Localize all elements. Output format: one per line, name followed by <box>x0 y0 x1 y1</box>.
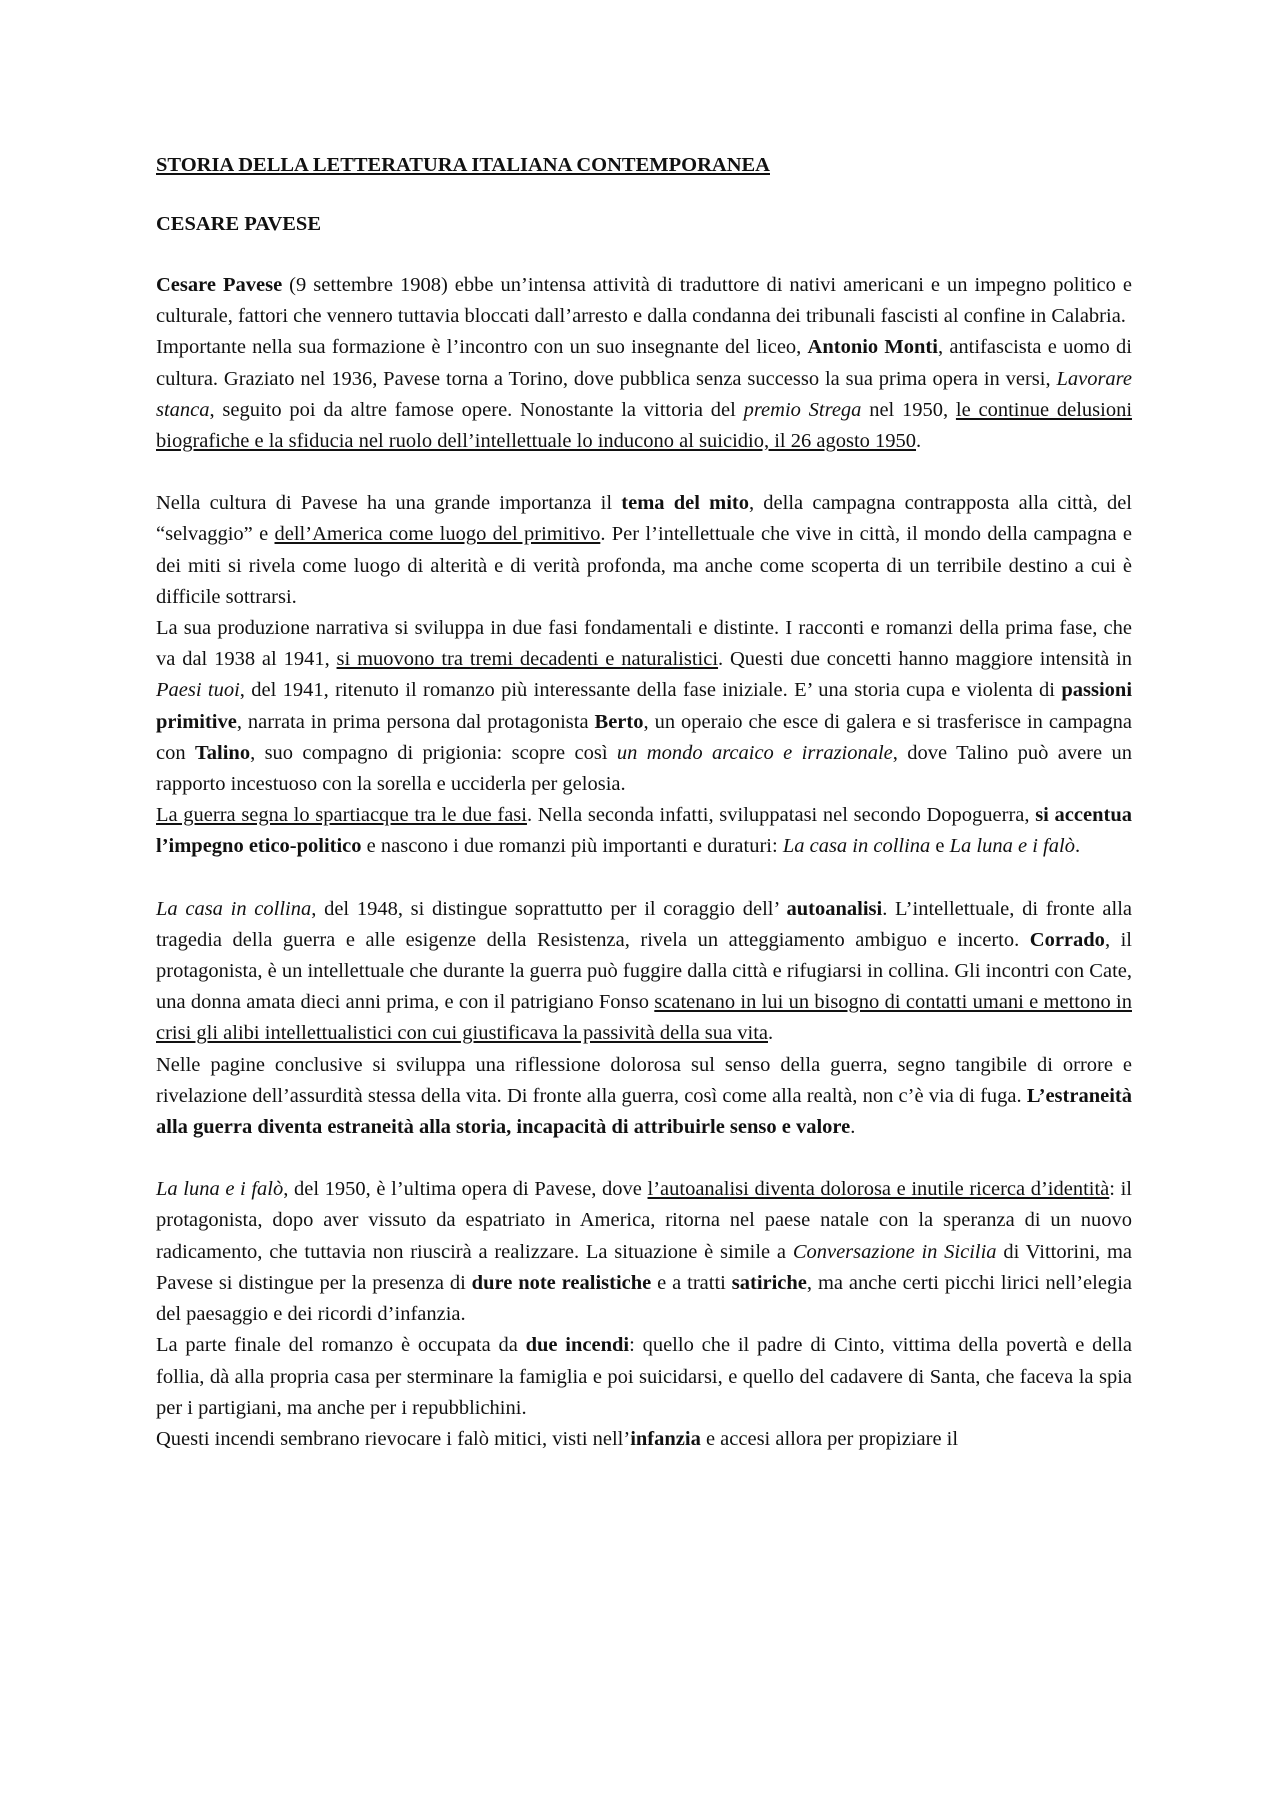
text-run: Questi incendi sembrano rievocare i falò mitici, visti nell’ <box>156 1427 631 1450</box>
text-run: (9 settembre 1908) ebbe un’intensa attività di traduttore di nativi americani e un impegno politico e culturale, fattori che vennero tuttavia bloccati dall’arresto e dalla condanna dei tribunali fascisti al confine in Calabria. <box>156 274 1133 328</box>
text-run: La parte finale del romanzo è occupata da <box>156 1334 526 1357</box>
text-run: , ma anche certi picchi lirici nell’elegia del paesaggio e dei ricordi d’infanzia. <box>156 1271 1132 1326</box>
paragraph <box>156 270 1132 332</box>
italic-text: premio Strega <box>743 398 862 421</box>
italic-text: La casa in collina <box>782 835 931 858</box>
paragraph <box>156 800 1132 862</box>
bold-text: Berto <box>594 710 644 733</box>
italic-text: un mondo arcaico e irrazionale <box>616 741 893 764</box>
bold-text: Cesare Pavese <box>156 274 283 296</box>
text-run: . <box>916 430 922 453</box>
bold-text: satiriche <box>731 1271 807 1294</box>
text-run: , del 1948, si distingue soprattutto per il coraggio dell’ <box>311 897 787 920</box>
bold-text: tema del mito <box>621 492 749 515</box>
text-run: , seguito poi da altre famose opere. Nonostante la vittoria del <box>209 398 744 421</box>
italic-text: La luna e i falò <box>156 1178 284 1201</box>
text-run: . Per l’intellettuale che vive in città, il mondo della campagna e dei miti si rivela come luogo di alterità e di verità profonda, ma anche come scoperta di un terribile destino a cui è difficile sottrarsi. <box>156 523 1133 608</box>
text-run: di Vittorini, ma Pavese si distingue per la presenza di <box>156 1240 1132 1294</box>
text-run: , il protagonista, è un intellettuale che durante la guerra può fuggire dalla città e rifugiarsi in collina. Gli incontri con Cate, una donna amata dieci anni prima, e con il patrigiano Fonso <box>156 928 1132 1014</box>
bold-text: dure note realistiche <box>471 1271 652 1294</box>
italic-text: Paesi tuoi <box>156 679 240 702</box>
text-run: , del 1950, è l’ultima opera di Pavese, dove <box>283 1178 648 1201</box>
bold-text: si accentua l’impegno etico-politico <box>156 804 1132 858</box>
paragraph <box>156 1330 1132 1424</box>
paragraph <box>156 488 1132 613</box>
paragraph-gap <box>156 457 1132 488</box>
underlined-text: si muovono tra tremi decadenti e naturalistici <box>336 648 719 671</box>
section-title: CESARE PAVESE <box>156 213 322 235</box>
text-run: Importante nella sua formazione è l’incontro con un suo insegnante del liceo, <box>156 336 808 359</box>
underlined-text: dell’America come luogo del primitivo <box>274 523 601 546</box>
text-run: . <box>850 1116 856 1139</box>
text-run: . Questi due concetti hanno maggiore intensità in <box>718 648 1132 671</box>
italic-text: Conversazione in Sicilia <box>792 1240 997 1263</box>
text-run: , antifascista e uomo di cultura. Graziato nel 1936, Pavese torna a Torino, dove pubblica senza successo la sua prima opera in versi, <box>156 336 1132 390</box>
paragraph-gap <box>156 1143 1132 1174</box>
underlined-text: l’autoanalisi diventa dolorosa e inutile ricerca d’identità <box>647 1178 1110 1201</box>
document-page <box>156 150 1132 1455</box>
bold-text: Talino <box>194 741 251 764</box>
text-run: , dove Talino può avere un rapporto incestuoso con la sorella e ucciderla per gelosia. <box>156 741 1132 796</box>
underlined-text: le continue delusioni biografiche e la sfiducia nel ruolo dell’intellettuale lo inducono al suicidio, il 26 agosto 1950 <box>156 398 1133 453</box>
paragraph <box>156 1050 1132 1144</box>
text-run: Nelle pagine conclusive si sviluppa una riflessione dolorosa sul senso della guerra, segno tangibile di orrore e rivelazione dell’assurdità stessa della vita. Di fronte alla guerra, così come alla realtà, non c’è via di fuga. <box>156 1053 1132 1107</box>
paragraph-gap <box>156 863 1132 894</box>
text-run: La sua produzione narrativa si sviluppa in due fasi fondamentali e distinte. I racconti e romanzi della prima fase, che va dal 1938 al 1941, <box>156 617 1132 671</box>
text-run: e <box>930 835 950 858</box>
paragraph <box>156 1174 1132 1330</box>
bold-text: due incendi <box>525 1334 630 1357</box>
text-run: . L’intellettuale, di fronte alla tragedia della guerra e alle esigenze della Resistenza, rivela un atteggiamento ambiguo e incerto. <box>156 897 1133 951</box>
underlined-text: La guerra segna lo spartiacque tra le due fasi <box>156 804 527 827</box>
text-run: . <box>1074 835 1081 858</box>
italic-text: La casa in collina <box>156 897 312 920</box>
italic-text: La luna e i falò <box>949 835 1075 858</box>
text-run: : quello che il padre di Cinto, vittima della povertà e della follia, dà alla propria casa per sterminare la famiglia e poi suicidarsi, e quello del cadavere di Santa, che faceva la spia per i partigiani, ma anche per i repubblichini. <box>156 1334 1132 1419</box>
paragraph <box>156 894 1132 1050</box>
bold-text: Antonio Monti <box>807 336 938 359</box>
text-run: , della campagna contrapposta alla città, del “selvaggio” e <box>156 492 1133 546</box>
underlined-text: scatenano in lui un bisogno di contatti umani e mettono in crisi gli alibi intellettualistici con cui giustificava la passività della sua vita <box>156 991 1132 1045</box>
text-run: , un operaio che esce di galera e si trasferisce in campagna con <box>156 710 1132 764</box>
bold-text: passioni primitive <box>156 679 1133 733</box>
text-run: , del 1941, ritenuto il romanzo più interessante della fase iniziale. E’ una storia cupa e violenta di <box>239 679 1062 702</box>
text-run: , suo compagno di prigionia: scopre così <box>250 741 617 764</box>
paragraph <box>156 332 1132 457</box>
text-run: e nascono i due romanzi più importanti e duraturi: <box>361 835 783 858</box>
text-run: . <box>768 1022 774 1045</box>
text-run: , narrata in prima persona dal protagonista <box>236 710 595 733</box>
text-run: . Nella seconda infatti, sviluppatasi nel secondo Dopoguerra, <box>526 804 1036 827</box>
bold-text: Corrado <box>1029 928 1105 951</box>
paragraph <box>156 613 1132 800</box>
bold-text: infanzia <box>630 1427 701 1450</box>
bold-text: autoanalisi <box>786 897 883 920</box>
text-run: nel 1950, <box>861 398 956 421</box>
text-run: e accesi allora per propiziare il <box>700 1427 959 1450</box>
italic-text: Lavorare stanca <box>156 367 1132 421</box>
text-run: e a tratti <box>651 1271 732 1294</box>
document-title: STORIA DELLA LETTERATURA ITALIANA CONTEMPORANEA <box>156 154 770 176</box>
paragraph <box>156 1424 1132 1455</box>
bold-text: L’estraneità alla guerra diventa estraneità alla storia, incapacità di attribuirle senso e valore <box>156 1084 1132 1139</box>
text-run: Nella cultura di Pavese ha una grande importanza il <box>156 492 622 515</box>
body-text <box>156 270 1132 1455</box>
text-run: : il protagonista, dopo aver vissuto da espatriato in America, ritorna nel paese natale con la speranza di un nuovo radicamento, che tuttavia non riuscirà a realizzare. La situazione è simile a <box>156 1178 1132 1263</box>
